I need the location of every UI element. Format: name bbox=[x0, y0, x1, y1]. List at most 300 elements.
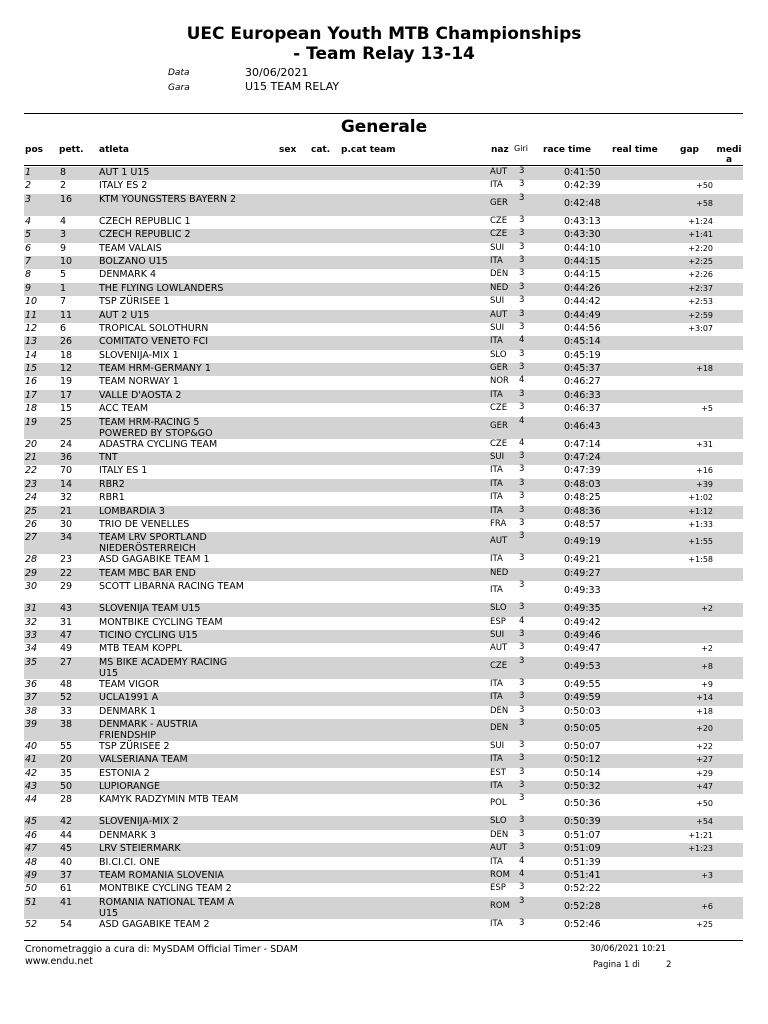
row-gap: +2:37 bbox=[688, 283, 713, 293]
row-giri: 3 bbox=[519, 491, 525, 502]
table-row bbox=[24, 630, 743, 643]
row-pos: 19 bbox=[25, 416, 38, 428]
row-atleta: ASD GAGABIKE TEAM 2 bbox=[99, 918, 210, 930]
row-giri: 4 bbox=[519, 615, 525, 626]
row-naz: CZE bbox=[490, 229, 508, 240]
row-pos: 8 bbox=[25, 269, 32, 281]
row-atleta: DENMARK 4 bbox=[99, 269, 157, 281]
table-row bbox=[24, 216, 743, 229]
row-pett: 3 bbox=[60, 229, 67, 241]
table-row bbox=[24, 167, 743, 180]
row-race-time: 0:43:30 bbox=[564, 229, 601, 241]
row-race-time: 0:44:15 bbox=[564, 269, 601, 281]
row-race-time: 0:49:46 bbox=[564, 629, 601, 641]
row-race-time: 0:45:14 bbox=[564, 336, 601, 348]
row-gap: +18 bbox=[696, 364, 713, 374]
table-row bbox=[24, 657, 743, 679]
row-pos: 37 bbox=[25, 692, 38, 704]
row-giri: 3 bbox=[519, 628, 525, 639]
row-race-time: 0:51:09 bbox=[564, 843, 601, 855]
row-giri: 4 bbox=[519, 335, 525, 346]
row-pett: 16 bbox=[60, 193, 73, 205]
data-value: 30/06/2021 bbox=[245, 66, 309, 79]
row-gap: +16 bbox=[696, 466, 713, 476]
results-table bbox=[24, 167, 743, 932]
row-atleta: ROMANIA NATIONAL TEAM A U15 bbox=[99, 896, 235, 919]
row-race-time: 0:48:57 bbox=[564, 518, 601, 530]
row-pett: 34 bbox=[60, 532, 73, 544]
row-pos: 47 bbox=[25, 843, 38, 855]
row-pett: 14 bbox=[60, 478, 73, 490]
row-pos: 28 bbox=[25, 554, 38, 566]
row-pos: 15 bbox=[25, 363, 38, 375]
row-naz: ROM bbox=[490, 900, 510, 911]
row-giri: 3 bbox=[519, 166, 525, 176]
row-atleta: THE FLYING LOWLANDERS bbox=[99, 282, 224, 294]
col-header-gap: gap bbox=[680, 145, 699, 155]
row-pett: 45 bbox=[60, 843, 73, 855]
row-atleta: VALSERIANA TEAM bbox=[99, 754, 188, 766]
row-atleta: DENMARK 3 bbox=[99, 829, 157, 841]
row-giri: 3 bbox=[519, 295, 525, 306]
row-atleta: ASD GAGABIKE TEAM 1 bbox=[99, 554, 210, 566]
row-pett: 49 bbox=[60, 643, 73, 655]
row-race-time: 0:50:39 bbox=[564, 816, 601, 828]
row-naz: NED bbox=[490, 282, 509, 293]
row-race-time: 0:50:32 bbox=[564, 781, 601, 793]
row-giri: 3 bbox=[519, 281, 525, 292]
row-naz: ITA bbox=[490, 255, 503, 266]
row-pos: 6 bbox=[25, 242, 32, 254]
row-naz: NOR bbox=[490, 376, 509, 387]
row-gap: +2:26 bbox=[688, 270, 713, 280]
row-pos: 41 bbox=[25, 754, 38, 766]
row-race-time: 0:46:27 bbox=[564, 376, 601, 388]
row-race-time: 0:44:15 bbox=[564, 255, 601, 267]
row-gap: +18 bbox=[696, 706, 713, 716]
row-naz: CZE bbox=[490, 215, 508, 226]
row-gap: +5 bbox=[701, 404, 713, 414]
row-pos: 4 bbox=[25, 215, 32, 227]
row-giri: 4 bbox=[519, 437, 525, 448]
row-pos: 30 bbox=[25, 581, 38, 593]
row-pos: 27 bbox=[25, 532, 38, 544]
row-naz: DEN bbox=[490, 722, 509, 733]
row-giri: 3 bbox=[519, 451, 525, 462]
row-giri: 4 bbox=[519, 869, 525, 880]
row-atleta: TEAM VALAIS bbox=[99, 242, 162, 254]
row-naz: GER bbox=[490, 197, 508, 208]
row-pos: 31 bbox=[25, 603, 38, 615]
row-naz: ITA bbox=[490, 465, 503, 476]
row-naz: CZE bbox=[490, 403, 508, 414]
row-pett: 47 bbox=[60, 629, 73, 641]
row-atleta: KAMYK RADZYMIN MTB TEAM bbox=[99, 794, 239, 806]
row-naz: ITA bbox=[490, 389, 503, 400]
table-row bbox=[24, 229, 743, 242]
row-pett: 48 bbox=[60, 678, 73, 690]
row-naz: ESP bbox=[490, 616, 506, 627]
row-atleta: KTM YOUNGSTERS BAYERN 2 bbox=[99, 193, 237, 205]
row-pett: 18 bbox=[60, 349, 73, 361]
row-race-time: 0:47:24 bbox=[564, 452, 601, 464]
row-atleta: MONTBIKE CYCLING TEAM 2 bbox=[99, 883, 232, 895]
row-naz: ESP bbox=[490, 883, 506, 894]
table-row bbox=[24, 519, 743, 532]
table-row bbox=[24, 883, 743, 896]
row-pett: 35 bbox=[60, 767, 73, 779]
row-pos: 52 bbox=[25, 918, 38, 930]
row-atleta: SCOTT LIBARNA RACING TEAM bbox=[99, 581, 244, 593]
row-giri: 3 bbox=[519, 321, 525, 332]
row-race-time: 0:49:47 bbox=[564, 643, 601, 655]
row-naz: DEN bbox=[490, 829, 509, 840]
row-pos: 34 bbox=[25, 643, 38, 655]
table-row bbox=[24, 532, 743, 554]
row-naz: SUI bbox=[490, 242, 505, 253]
row-naz: GER bbox=[490, 420, 508, 431]
row-race-time: 0:48:36 bbox=[564, 505, 601, 517]
row-giri: 3 bbox=[519, 517, 525, 528]
row-race-time: 0:49:33 bbox=[564, 585, 601, 597]
row-giri: 3 bbox=[519, 704, 525, 715]
row-race-time: 0:50:03 bbox=[564, 705, 601, 717]
row-pett: 50 bbox=[60, 781, 73, 793]
row-atleta: TEAM MBC BAR END bbox=[99, 567, 196, 579]
row-race-time: 0:51:07 bbox=[564, 829, 601, 841]
row-giri: 3 bbox=[519, 214, 525, 225]
row-naz: AUT bbox=[490, 167, 508, 177]
row-pett: 38 bbox=[60, 718, 73, 730]
row-giri: 3 bbox=[519, 477, 525, 488]
row-gap: +54 bbox=[696, 817, 713, 827]
row-race-time: 0:44:26 bbox=[564, 282, 601, 294]
row-pos: 26 bbox=[25, 518, 38, 530]
row-race-time: 0:49:35 bbox=[564, 603, 601, 615]
row-atleta: TNT bbox=[99, 452, 118, 464]
row-giri: 3 bbox=[519, 882, 525, 893]
row-giri: 3 bbox=[519, 192, 525, 203]
row-giri: 3 bbox=[519, 780, 525, 791]
table-row bbox=[24, 870, 743, 883]
row-race-time: 0:45:19 bbox=[564, 349, 601, 361]
row-giri: 3 bbox=[519, 691, 525, 702]
row-atleta: MTB TEAM KOPPL bbox=[99, 643, 182, 655]
row-atleta: TEAM HRM-RACING 5 POWERED BY STOP&GO bbox=[99, 416, 213, 439]
row-naz: ITA bbox=[490, 180, 503, 191]
row-atleta: MONTBIKE CYCLING TEAM bbox=[99, 616, 223, 628]
table-row bbox=[24, 465, 743, 478]
row-naz: ITA bbox=[490, 336, 503, 347]
row-race-time: 0:44:42 bbox=[564, 296, 601, 308]
row-giri: 3 bbox=[519, 739, 525, 750]
row-atleta: AUT 2 U15 bbox=[99, 309, 150, 321]
row-pett: 15 bbox=[60, 403, 73, 415]
top-divider bbox=[24, 113, 743, 114]
document-title-line1: UEC European Youth MTB Championships bbox=[186, 24, 582, 44]
website-link[interactable]: www.endu.net bbox=[25, 956, 93, 967]
row-pett: 4 bbox=[60, 215, 67, 227]
row-gap: +3:07 bbox=[688, 323, 713, 333]
row-giri: 3 bbox=[519, 388, 525, 399]
row-giri: 3 bbox=[519, 362, 525, 373]
row-pos: 12 bbox=[25, 322, 38, 334]
row-naz: ROM bbox=[490, 870, 510, 881]
row-pos: 35 bbox=[25, 656, 38, 668]
row-gap: +29 bbox=[696, 768, 713, 778]
row-pett: 9 bbox=[60, 242, 67, 254]
table-row bbox=[24, 180, 743, 193]
row-pett: 55 bbox=[60, 740, 73, 752]
row-pett: 20 bbox=[60, 754, 73, 766]
row-giri: 3 bbox=[519, 553, 525, 564]
row-pett: 36 bbox=[60, 452, 73, 464]
row-pos: 3 bbox=[25, 193, 32, 205]
row-atleta: ADASTRA CYCLING TEAM bbox=[99, 438, 218, 450]
table-row bbox=[24, 768, 743, 781]
row-pos: 21 bbox=[25, 452, 38, 464]
row-gap: +1:23 bbox=[688, 844, 713, 854]
row-giri: 3 bbox=[519, 677, 525, 688]
row-naz: AUT bbox=[490, 843, 508, 854]
row-atleta: TSP ZÜRISEE 2 bbox=[99, 740, 170, 752]
row-pos: 50 bbox=[25, 883, 38, 895]
table-row bbox=[24, 754, 743, 767]
row-atleta: ACC TEAM bbox=[99, 403, 149, 415]
col-header-pcat-team: p.cat team bbox=[341, 145, 396, 155]
row-naz: AUT bbox=[490, 309, 508, 320]
row-race-time: 0:46:43 bbox=[564, 420, 601, 432]
row-giri: 4 bbox=[519, 375, 525, 386]
row-atleta: ITALY ES 1 bbox=[99, 465, 148, 477]
row-gap: +6 bbox=[701, 901, 713, 911]
row-race-time: 0:51:41 bbox=[564, 870, 601, 882]
row-pett: 17 bbox=[60, 389, 73, 401]
row-pos: 33 bbox=[25, 629, 38, 641]
row-race-time: 0:50:12 bbox=[564, 754, 601, 766]
row-pos: 43 bbox=[25, 781, 38, 793]
row-race-time: 0:47:39 bbox=[564, 465, 601, 477]
row-atleta: TROPICAL SOLOTHURN bbox=[99, 322, 209, 334]
row-giri: 3 bbox=[519, 655, 525, 666]
row-atleta: BOLZANO U15 bbox=[99, 255, 168, 267]
row-gap: +2:59 bbox=[688, 310, 713, 320]
col-header-media: medi a bbox=[716, 145, 742, 165]
row-naz: CZE bbox=[490, 438, 508, 449]
row-race-time: 0:48:25 bbox=[564, 492, 601, 504]
row-pett: 44 bbox=[60, 829, 73, 841]
table-row bbox=[24, 781, 743, 794]
row-race-time: 0:42:48 bbox=[564, 197, 601, 209]
row-pos: 1 bbox=[25, 167, 32, 178]
row-race-time: 0:49:21 bbox=[564, 554, 601, 566]
row-giri: 3 bbox=[519, 254, 525, 265]
table-row bbox=[24, 256, 743, 269]
row-naz: ITA bbox=[490, 585, 503, 596]
row-giri: 3 bbox=[519, 464, 525, 475]
row-naz: SLO bbox=[490, 603, 507, 614]
row-pett: 70 bbox=[60, 465, 73, 477]
row-naz: POL bbox=[490, 798, 507, 809]
row-naz: ITA bbox=[490, 478, 503, 489]
page-total: 2 bbox=[666, 960, 672, 970]
row-pos: 36 bbox=[25, 678, 38, 690]
row-pett: 24 bbox=[60, 438, 73, 450]
table-row bbox=[24, 554, 743, 567]
row-atleta: RBR2 bbox=[99, 478, 125, 490]
row-gap: +1:58 bbox=[688, 555, 713, 565]
row-pett: 26 bbox=[60, 336, 73, 348]
row-gap: +50 bbox=[696, 181, 713, 191]
row-race-time: 0:49:55 bbox=[564, 678, 601, 690]
row-pos: 17 bbox=[25, 389, 38, 401]
row-naz: DEN bbox=[490, 269, 509, 280]
row-gap: +9 bbox=[701, 679, 713, 689]
col-header-sex: sex bbox=[279, 145, 297, 155]
table-row bbox=[24, 692, 743, 705]
table-row bbox=[24, 679, 743, 692]
table-row bbox=[24, 194, 743, 216]
row-atleta: CZECH REPUBLIC 2 bbox=[99, 229, 191, 241]
row-gap: +50 bbox=[696, 799, 713, 809]
row-atleta: DENMARK - AUSTRIA FRIENDSHIP bbox=[99, 718, 198, 741]
row-pos: 44 bbox=[25, 794, 38, 806]
row-gap: +27 bbox=[696, 755, 713, 765]
row-gap: +25 bbox=[696, 919, 713, 929]
row-pos: 42 bbox=[25, 767, 38, 779]
row-atleta: ESTONIA 2 bbox=[99, 767, 150, 779]
row-giri: 3 bbox=[519, 308, 525, 319]
row-pett: 32 bbox=[60, 492, 73, 504]
row-gap: +58 bbox=[696, 198, 713, 208]
row-atleta: UCLA1991 A bbox=[99, 692, 159, 704]
row-pos: 32 bbox=[25, 616, 38, 628]
row-naz: SUI bbox=[490, 452, 505, 463]
row-pos: 40 bbox=[25, 740, 38, 752]
row-pos: 48 bbox=[25, 856, 38, 868]
gara-value: U15 TEAM RELAY bbox=[245, 80, 340, 93]
row-naz: NED bbox=[490, 567, 509, 578]
row-atleta: SLOVENIJA TEAM U15 bbox=[99, 603, 201, 615]
table-row bbox=[24, 296, 743, 309]
row-giri: 3 bbox=[519, 602, 525, 613]
table-row bbox=[24, 417, 743, 439]
row-pos: 7 bbox=[25, 255, 32, 267]
row-pos: 45 bbox=[25, 816, 38, 828]
row-atleta: VALLE D'AOSTA 2 bbox=[99, 389, 182, 401]
row-naz: CZE bbox=[490, 660, 508, 671]
row-race-time: 0:41:50 bbox=[564, 167, 601, 178]
row-atleta: TEAM LRV SPORTLAND NIEDERÖSTERREICH bbox=[99, 532, 207, 555]
row-atleta: COMITATO VENETO FCI bbox=[99, 336, 209, 348]
row-naz: AUT bbox=[490, 643, 508, 654]
row-giri: 3 bbox=[519, 179, 525, 190]
row-pos: 11 bbox=[25, 309, 38, 321]
gara-label: Gara bbox=[168, 83, 190, 93]
row-pett: 52 bbox=[60, 692, 73, 704]
row-atleta: CZECH REPUBLIC 1 bbox=[99, 215, 191, 227]
table-row bbox=[24, 363, 743, 376]
document-title-line2: - Team Relay 13-14 bbox=[293, 44, 475, 64]
row-naz: GER bbox=[490, 363, 508, 374]
row-pett: 22 bbox=[60, 567, 73, 579]
row-giri: 4 bbox=[519, 415, 525, 426]
row-race-time: 0:48:03 bbox=[564, 478, 601, 490]
row-atleta: TICINO CYCLING U15 bbox=[99, 629, 198, 641]
row-pett: 10 bbox=[60, 255, 73, 267]
row-atleta: TEAM ROMANIA SLOVENIA bbox=[99, 870, 224, 882]
row-giri: 4 bbox=[519, 855, 525, 866]
row-giri: 3 bbox=[519, 793, 525, 804]
row-pos: 22 bbox=[25, 465, 38, 477]
row-atleta: LRV STEIERMARK bbox=[99, 843, 181, 855]
row-race-time: 0:45:37 bbox=[564, 363, 601, 375]
row-atleta: LOMBARDIA 3 bbox=[99, 505, 165, 517]
row-pett: 25 bbox=[60, 416, 73, 428]
table-row bbox=[24, 492, 743, 505]
col-header-pos: pos bbox=[25, 145, 43, 155]
row-race-time: 0:49:27 bbox=[564, 567, 601, 579]
table-row bbox=[24, 816, 743, 829]
row-gap: +1:12 bbox=[688, 506, 713, 516]
row-pett: 61 bbox=[60, 883, 73, 895]
row-naz: ITA bbox=[490, 692, 503, 703]
row-pos: 13 bbox=[25, 336, 38, 348]
row-giri: 3 bbox=[519, 766, 525, 777]
row-pett: 40 bbox=[60, 856, 73, 868]
table-row bbox=[24, 403, 743, 416]
row-pett: 27 bbox=[60, 656, 73, 668]
row-pos: 46 bbox=[25, 829, 38, 841]
table-row bbox=[24, 336, 743, 349]
row-pett: 7 bbox=[60, 296, 67, 308]
col-header-race-time: race time bbox=[543, 145, 591, 155]
row-gap: +31 bbox=[696, 439, 713, 449]
row-atleta: SLOVENIJA-MIX 2 bbox=[99, 816, 179, 828]
row-gap: +1:41 bbox=[688, 230, 713, 240]
row-pos: 24 bbox=[25, 492, 38, 504]
row-pett: 11 bbox=[60, 309, 73, 321]
section-title: Generale bbox=[340, 117, 428, 137]
col-header-pett: pett. bbox=[59, 145, 84, 155]
table-row bbox=[24, 706, 743, 719]
row-race-time: 0:42:39 bbox=[564, 180, 601, 192]
timing-credit: Cronometraggio a cura di: MySDAM Official Timer - SDAM bbox=[25, 944, 298, 955]
row-race-time: 0:46:33 bbox=[564, 389, 601, 401]
table-row bbox=[24, 506, 743, 519]
row-pett: 1 bbox=[60, 282, 67, 294]
row-pos: 16 bbox=[25, 376, 38, 388]
row-pos: 18 bbox=[25, 403, 38, 415]
row-atleta: AUT 1 U15 bbox=[99, 167, 150, 178]
row-pos: 29 bbox=[25, 567, 38, 579]
row-naz: SUI bbox=[490, 740, 505, 751]
table-row bbox=[24, 617, 743, 630]
table-row bbox=[24, 243, 743, 256]
row-naz: ITA bbox=[490, 781, 503, 792]
row-atleta: TRIO DE VENELLES bbox=[99, 518, 190, 530]
table-row bbox=[24, 479, 743, 492]
table-row bbox=[24, 439, 743, 452]
row-atleta: TEAM HRM-GERMANY 1 bbox=[99, 363, 211, 375]
row-race-time: 0:51:39 bbox=[564, 856, 601, 868]
col-header-real-time: real time bbox=[612, 145, 658, 155]
table-row bbox=[24, 376, 743, 389]
row-pett: 21 bbox=[60, 505, 73, 517]
table-row bbox=[24, 719, 743, 741]
row-pett: 23 bbox=[60, 554, 73, 566]
row-naz: SUI bbox=[490, 296, 505, 307]
